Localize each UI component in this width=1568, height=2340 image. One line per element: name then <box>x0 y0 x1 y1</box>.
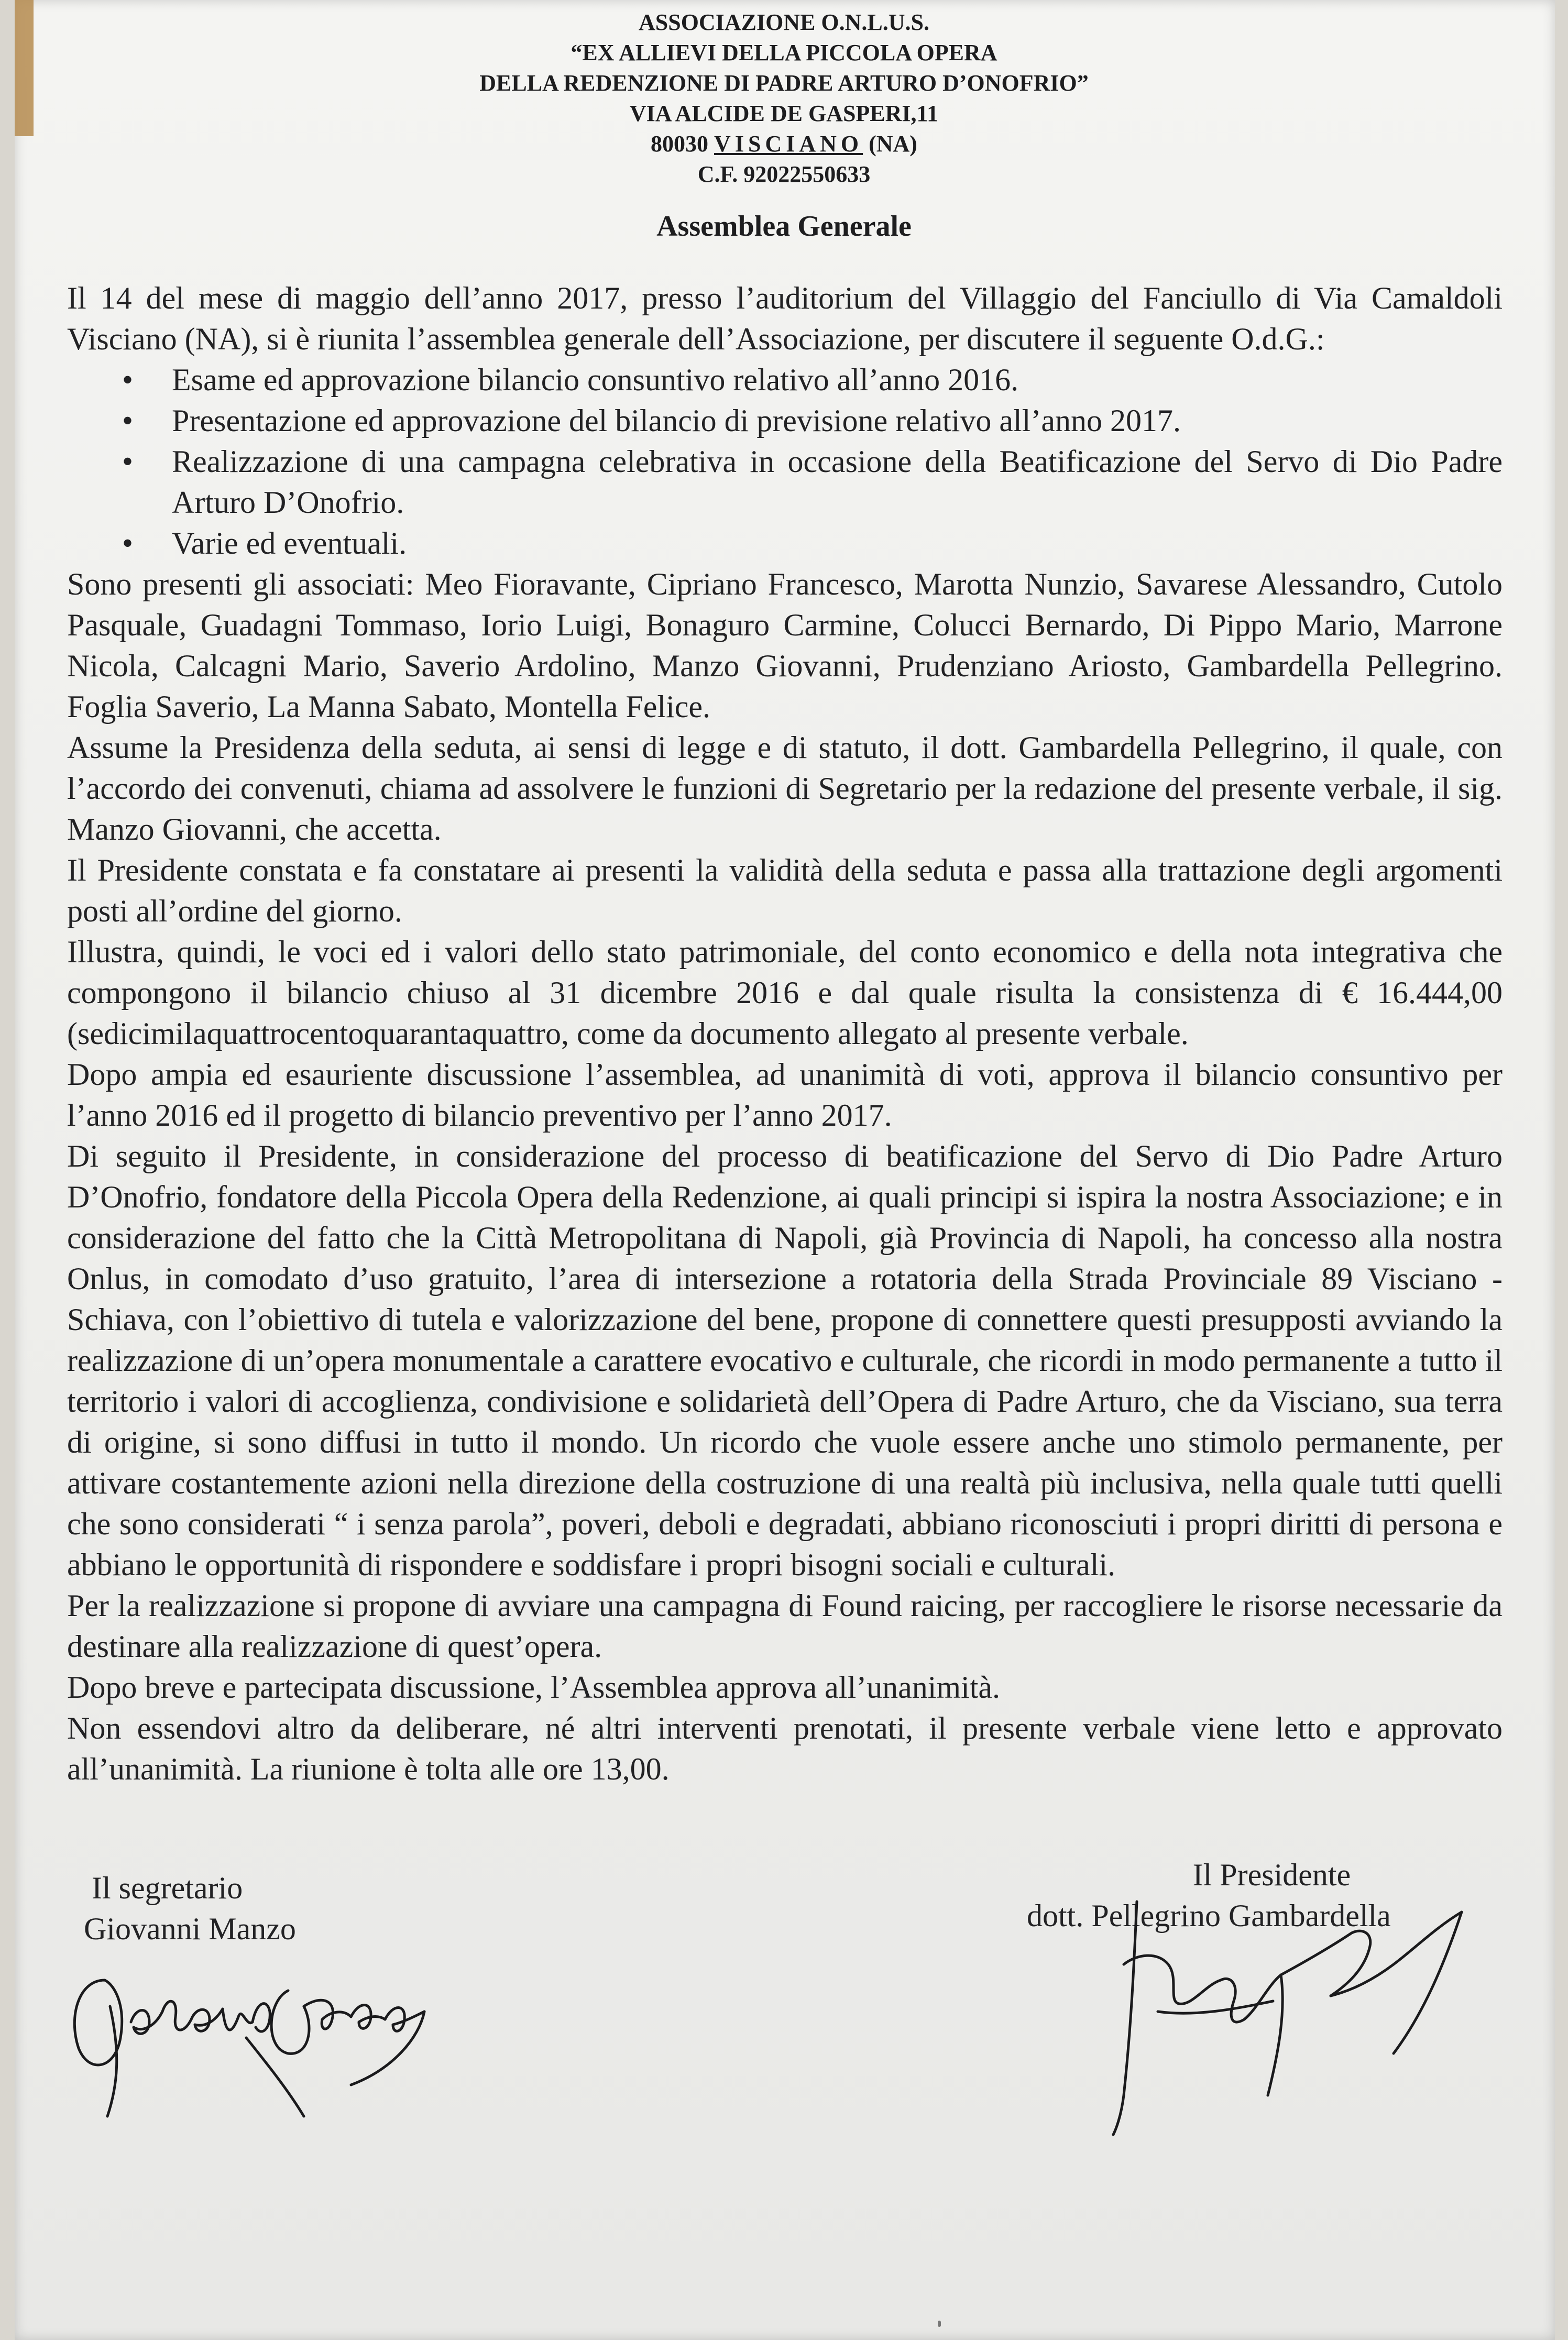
letterhead-address <box>0 129 1568 159</box>
document-title: Assemblea Generale <box>656 210 912 243</box>
approval-paragraph: Dopo ampia ed esauriente discussione l’assemblea, ad unanimità di voti, approva il bilancio consuntivo per l’anno 2016 ed il progetto di bilancio preventivo per l’anno 2017. <box>67 1057 1503 1133</box>
fundraising-paragraph: Per la realizzazione si propone di avviare una campagna di Found raicing, per raccogliere le risorse necessarie da destinare alla realizzazione di quest’opera. <box>67 1588 1503 1664</box>
agenda-item-text: Esame ed approvazione bilancio consuntivo relativo all’anno 2016. <box>172 362 1019 397</box>
president-name: dott. Pellegrino Gambardella <box>1027 1898 1391 1933</box>
president-signature <box>1100 1896 1477 2137</box>
monument-paragraph: Di seguito il Presidente, in considerazione del processo di beatificazione del Servo di Dio Padre Arturo D’Onofrio, fondatore della Piccola Opera della Redenzione, ai quali principi si ispira la nostra Associazione; e in considerazione del fatto che la Città Metropolitana di Napoli, già Provincia di Napoli, ha concesso alla nostra Onlus, in comodato d’uso gratuito, l’area di intersezione a rotatoria della Strada Provinciale 89 Visciano - Schiava, con l’obiettivo di tutela e valorizzazione del bene, propone di connettere questi presupposti avviando la realizzazione di un’opera monumentale a carattere evocativo e culturale, che ricordi in modo permanente a tutto il territorio i valori di accoglienza, condivisione e solidarietà dell’Opera di Padre Arturo, che da Visciano, sua terra di origine, si sono diffusi in tutto il mondo. Un ricordo che vuole essere anche uno stimolo permanente, per attivare costantemente azioni nella direzione della costruzione di una realtà più inclusiva, nella quale tutti quelli che sono considerati “ i senza parola”, poveri, deboli e degradati, abbiano riconosciuti i propri diritti di persona e abbiano le opportunità di rispondere e soddisfare i propri bisogni sociali e culturali. <box>67 1139 1503 1582</box>
tax-code: C.F. 92022550633 <box>697 161 871 187</box>
province: (NA) <box>863 131 917 157</box>
secretary-block <box>84 1867 296 1949</box>
letterhead-line: “EX ALLIEVI DELLA PICCOLA OPERA <box>571 40 997 65</box>
paper-speck <box>938 2321 941 2327</box>
agenda-item-text: Realizzazione di una campagna celebrativa in occasione della Beatificazione del Servo di Dio Padre Arturo D’Onofrio. <box>172 444 1503 520</box>
president-role: Il Presidente <box>1192 1858 1351 1892</box>
bullet-icon: • <box>122 403 134 438</box>
attendees-paragraph: Sono presenti gli associati: Meo Fioravante, Cipriano Francesco, Marotta Nunzio, Savarese Alessandro, Cutolo Pasquale, Guadagni Tommaso, Iorio Luigi, Bonaguro Carmine, Colucci Bernardo, Di Pippo Mario, Marrone Nicola, Calcagni Mario, Saverio Ardolino, Manzo Giovanni, Prudenziano Ariosto, Gambardella Pellegrino. Foglia Saverio, La Manna Sabato, Montella Felice. <box>67 567 1503 724</box>
unanimity-paragraph: Dopo breve e partecipata discussione, l’Assemblea approva all’unanimità. <box>67 1670 1001 1705</box>
letterhead-line: ASSOCIAZIONE O.N.L.U.S. <box>638 9 930 35</box>
secretary-name: Giovanni Manzo <box>84 1911 296 1946</box>
agenda-item-text: Varie ed eventuali. <box>172 526 407 561</box>
validity-paragraph: Il Presidente constata e fa constatare ai presenti la validità della seduta e passa alla trattazione degli argomenti posti all’ordine del giorno. <box>67 853 1503 928</box>
postal-code: 80030 <box>651 131 715 157</box>
intro-paragraph: Il 14 del mese di maggio dell’anno 2017, presso l’auditorium del Villaggio del Fanciullo di Via Camaldoli Visciano (NA), si è riunita l’assemblea generale dell’Associazione, per discutere il seguente O.d.G.: <box>67 281 1503 356</box>
letterhead <box>0 7 1568 190</box>
bullet-icon: • <box>122 444 134 479</box>
closing-paragraph: Non essendovi altro da deliberare, né altri interventi prenotati, il presente verbale viene letto e approvato all’unanimità. La riunione è tolta alle ore 13,00. <box>67 1711 1503 1786</box>
bullet-icon: • <box>122 362 134 397</box>
agenda-item <box>67 359 1503 400</box>
budget-paragraph: Illustra, quindi, le voci ed i valori dello stato patrimoniale, del conto economico e della nota integrativa che compongono il bilancio chiuso al 31 dicembre 2016 e dal quale risulta la consistenza di € 16.444,00 (sedicimilaquattrocentoquarantaquattro, come da documento allegato al presente verbale. <box>67 935 1503 1051</box>
letterhead-line: VIA ALCIDE DE GASPERI,11 <box>629 101 939 126</box>
presidency-paragraph: Assume la Presidenza della seduta, ai sensi di legge e di statuto, il dott. Gambardella Pellegrino, il quale, con l’accordo dei convenuti, chiama ad assolvere le funzioni di Segretario per la redazione del presente verbale, il sig. Manzo Giovanni, che accetta. <box>67 730 1503 847</box>
city-name: VISCIANO <box>714 131 863 157</box>
secretary-signature <box>58 1949 456 2122</box>
letterhead-line: DELLA REDENZIONE DI PADRE ARTURO D’ONOFRIO” <box>479 70 1089 96</box>
document-body <box>67 278 1503 1789</box>
agenda-item <box>67 523 1503 564</box>
agenda-item-text: Presentazione ed approvazione del bilancio di previsione relativo all’anno 2017. <box>172 403 1181 438</box>
agenda-item <box>67 441 1503 523</box>
bullet-icon: • <box>122 526 134 561</box>
agenda-list <box>67 359 1503 564</box>
agenda-item <box>67 400 1503 441</box>
secretary-role: Il segretario <box>92 1871 243 1905</box>
